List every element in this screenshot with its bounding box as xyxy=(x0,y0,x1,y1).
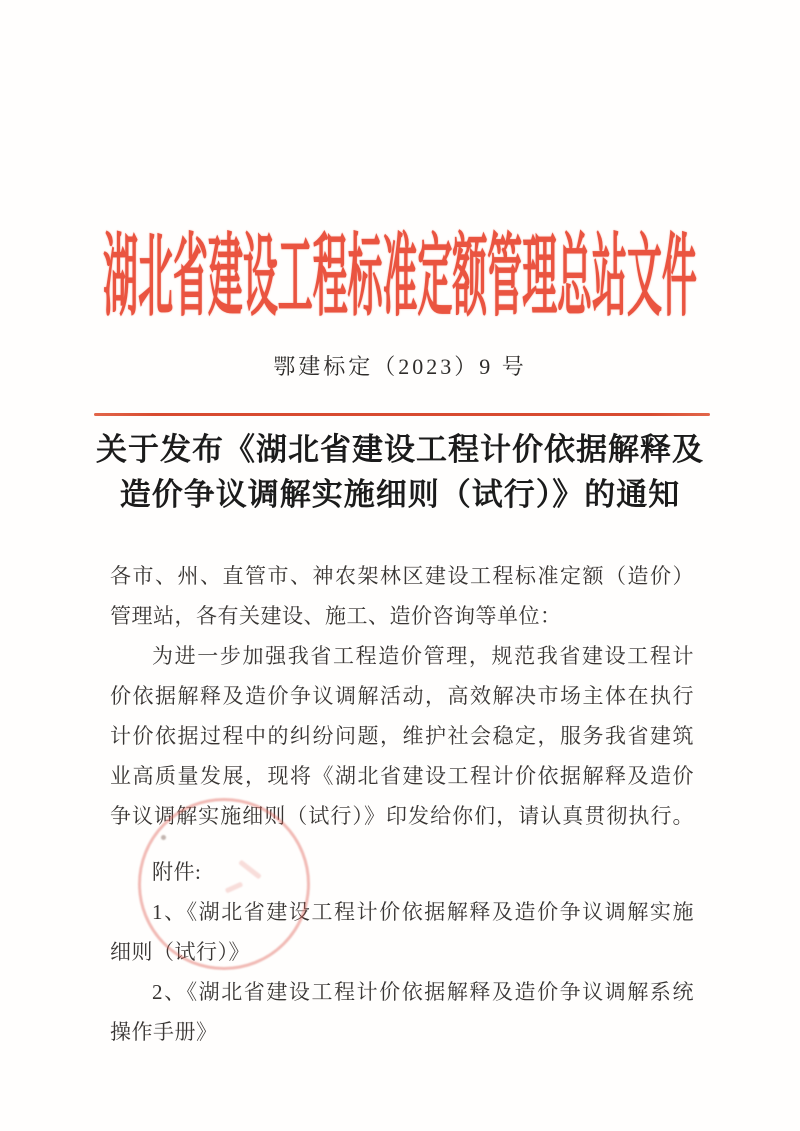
document-title xyxy=(0,427,800,517)
document-number: 鄂建标定（2023）9 号 xyxy=(273,354,527,379)
body-line: 为进一步加强我省工程造价管理，规范我省建设工程计 xyxy=(152,644,694,668)
body-line: 计价依据过程中的纠纷问题，维护社会稳定，服务我省建筑 xyxy=(110,724,694,748)
body-line: 2、《湖北省建设工程计价依据解释及造价争议调解系统 xyxy=(152,980,694,1004)
body-line: 附件: xyxy=(152,860,202,884)
body-line: 各市、州、直管市、神农架林区建设工程标准定额（造价） xyxy=(110,564,694,588)
agency-header-text: 湖北省建设工程标准定额管理总站文件 xyxy=(103,226,697,327)
red-divider-line xyxy=(94,413,710,416)
agency-header xyxy=(0,176,800,364)
document-title-line-1: 关于发布《湖北省建设工程计价依据解释及 xyxy=(96,432,704,467)
body-line xyxy=(110,836,694,852)
body-line: 操作手册》 xyxy=(110,1020,218,1044)
body-line: 价依据解释及造价争议调解活动，高效解决市场主体在执行 xyxy=(110,684,694,708)
body-line: 1、《湖北省建设工程计价依据解释及造价争议调解实施 xyxy=(152,900,694,924)
body-line: 争议调解实施细则（试行）》印发给你们，请认真贯彻执行。 xyxy=(110,804,694,828)
document-body xyxy=(110,556,694,1052)
body-line: 细则（试行）》 xyxy=(110,940,250,964)
document-title-line-2: 造价争议调解实施细则（试行）》的通知 xyxy=(119,477,681,512)
body-line: 业高质量发展，现将《湖北省建设工程计价依据解释及造价 xyxy=(110,764,694,788)
body-line: 管理站，各有关建设、施工、造价咨询等单位： xyxy=(110,604,562,628)
